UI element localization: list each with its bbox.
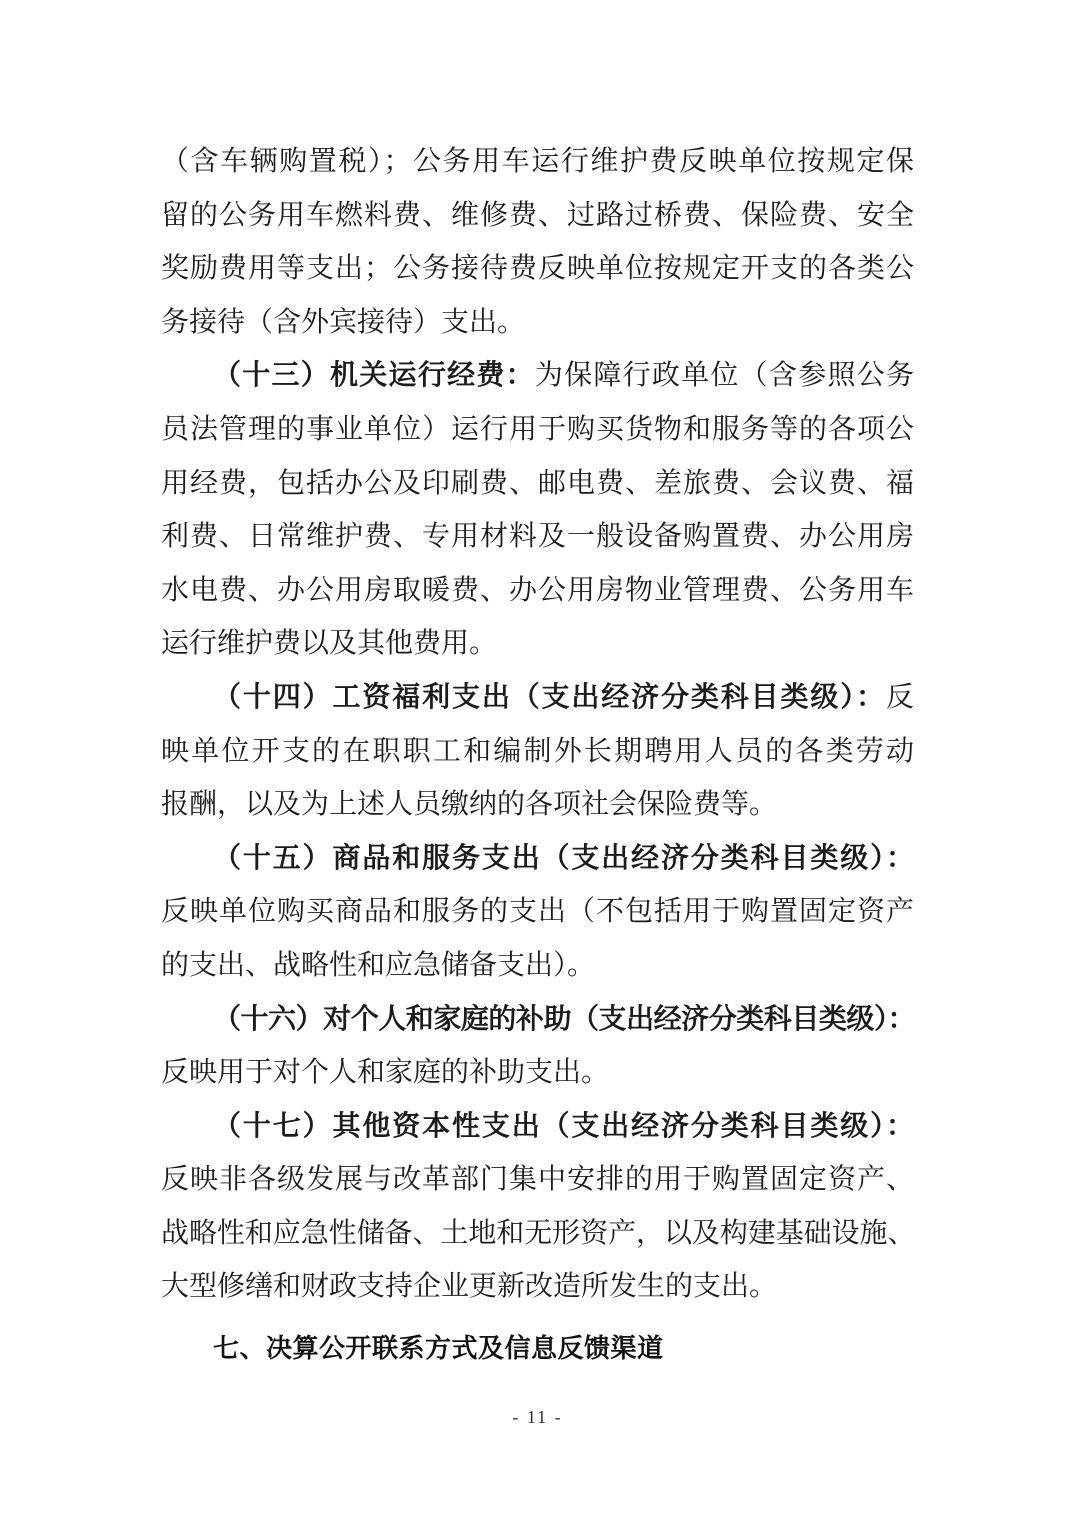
- text-line: [161, 993, 914, 1047]
- text-segment: 留的公务用车燃料费、维修费、过路过桥费、保险费、安全: [161, 199, 914, 231]
- text-segment: 反映非各级发展与改革部门集中安排的用于购置固定资产、: [161, 1164, 914, 1196]
- text-segment: 务接待（含外宾接待）支出。: [161, 306, 526, 338]
- text-line: [161, 778, 914, 832]
- text-line: [161, 885, 914, 939]
- text-segment: 为保障行政单位（含参照公务: [534, 360, 914, 392]
- text-line: [161, 832, 914, 886]
- text-segment: 战略性和应急性储备、土地和无形资产，以及构建基础设施、: [161, 1217, 914, 1249]
- text-line: [161, 457, 914, 511]
- text-segment: 报酬，以及为上述人员缴纳的各项社会保险费等。: [161, 789, 778, 821]
- text-line: [161, 617, 914, 671]
- text-segment: （含车辆购置税）；公务用车运行维护费反映单位按规定保: [161, 146, 914, 177]
- text-segment: 利费、日常维护费、专用材料及一般设备购置费、办公用房: [161, 521, 914, 553]
- text-line: [161, 242, 914, 296]
- body-text-lines: [161, 135, 914, 1314]
- text-segment: 奖励费用等支出；公务接待费反映单位按规定开支的各类公: [161, 253, 914, 285]
- text-segment: 反: [885, 681, 914, 713]
- text-line: [161, 403, 914, 457]
- text-segment: （十四）工资福利支出（支出经济分类科目类级）：: [213, 681, 886, 713]
- text-line: [161, 510, 914, 564]
- text-line: [161, 1100, 914, 1154]
- text-line: [161, 725, 914, 779]
- text-line: [161, 1207, 914, 1261]
- text-line: [161, 296, 914, 350]
- text-segment: （十六）对个人和家庭的补助（支出经济分类科目类级）：: [213, 1003, 914, 1035]
- text-line: [161, 189, 914, 243]
- text-line: [161, 349, 914, 403]
- text-segment: 运行维护费以及其他费用。: [161, 628, 498, 660]
- text-segment: 的支出、战略性和应急储备支出）。: [161, 949, 596, 981]
- text-segment: 映单位开支的在职职工和编制外长期聘用人员的各类劳动: [161, 735, 914, 767]
- text-line: [161, 564, 914, 618]
- text-line: [161, 1260, 914, 1314]
- text-line: [161, 1153, 914, 1207]
- text-line: [161, 939, 914, 993]
- text-line: [161, 671, 914, 725]
- section-heading: 七、决算公开联系方式及信息反馈渠道: [213, 1333, 664, 1364]
- text-segment: 反映单位购买商品和服务的支出（不包括用于购置固定资产: [161, 896, 914, 928]
- text-segment: 水电费、办公用房取暖费、办公用房物业管理费、公务用车: [161, 574, 914, 606]
- text-segment: （十三）机关运行经费：: [213, 360, 535, 392]
- text-segment: 反映用于对个人和家庭的补助支出。: [161, 1057, 610, 1089]
- text-line: [161, 1046, 914, 1100]
- text-segment: 大型修缮和财政支持企业更新改造所发生的支出。: [161, 1271, 778, 1303]
- document-body: [161, 135, 914, 1376]
- text-segment: （十七）其他资本性支出（支出经济分类科目类级）：: [213, 1110, 914, 1142]
- page-number: - 11 -: [512, 1407, 563, 1427]
- text-segment: （十五）商品和服务支出（支出经济分类科目类级）：: [213, 842, 914, 874]
- text-segment: 员法管理的事业单位）运行用于购买货物和服务等的各项公: [161, 413, 914, 445]
- text-line: [161, 135, 914, 189]
- text-segment: 用经费，包括办公及印刷费、邮电费、差旅费、会议费、福: [161, 467, 914, 499]
